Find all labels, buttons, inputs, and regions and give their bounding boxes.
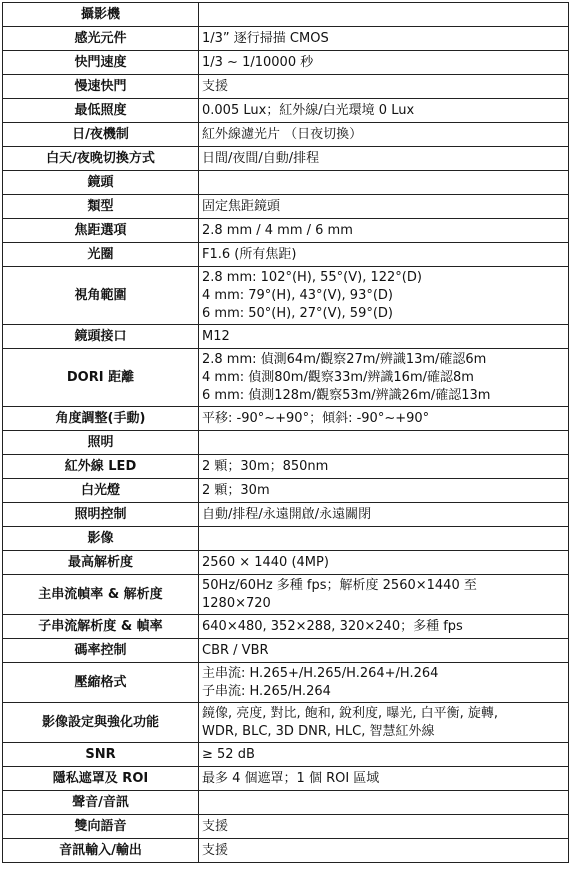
spec-value — [199, 767, 569, 791]
spec-label: 角度調整(手動) — [3, 407, 199, 431]
spec-value-line: ≥ 52 dB — [202, 746, 255, 762]
spec-value — [199, 123, 569, 147]
spec-value — [199, 51, 569, 75]
spec-row — [3, 663, 569, 703]
spec-value — [199, 407, 569, 431]
spec-row — [3, 455, 569, 479]
spec-label: 碼率控制 — [3, 639, 199, 663]
spec-value — [199, 27, 569, 51]
spec-row — [3, 219, 569, 243]
spec-value — [199, 743, 569, 767]
spec-label: 子串流解析度 & 幀率 — [3, 615, 199, 639]
spec-value-line: 1/3” 逐行掃描 CMOS — [202, 30, 329, 46]
spec-row — [3, 243, 569, 267]
spec-value — [199, 479, 569, 503]
spec-label: 鏡頭接口 — [3, 325, 199, 349]
section-title: 攝影機 — [3, 3, 199, 27]
spec-row — [3, 839, 569, 863]
section-header-row — [3, 527, 569, 551]
spec-value — [199, 147, 569, 171]
spec-table-body — [3, 3, 569, 863]
spec-value — [199, 75, 569, 99]
spec-value-line: 2 顆；30m；850nm — [202, 458, 329, 474]
spec-row — [3, 767, 569, 791]
spec-value-line: 2560 × 1440 (4MP) — [202, 554, 329, 570]
spec-value — [199, 527, 569, 551]
spec-value-line: 支援 — [202, 842, 229, 858]
section-title: 影像 — [3, 527, 199, 551]
spec-value-line: F1.6 (所有焦距) — [202, 246, 297, 262]
spec-row — [3, 615, 569, 639]
spec-label: 壓縮格式 — [3, 663, 199, 703]
spec-row — [3, 503, 569, 527]
spec-label: 日/夜機制 — [3, 123, 199, 147]
spec-row — [3, 325, 569, 349]
spec-value-line: 鏡像, 亮度, 對比, 飽和, 銳利度, 曝光, 白平衡, 旋轉, — [202, 705, 498, 721]
spec-value-line: CBR / VBR — [202, 642, 269, 658]
spec-value — [199, 791, 569, 815]
spec-value-line: WDR, BLC, 3D DNR, HLC, 智慧紅外線 — [202, 723, 435, 739]
spec-label: 最低照度 — [3, 99, 199, 123]
spec-value-line: M12 — [202, 328, 230, 344]
spec-table — [2, 2, 569, 863]
spec-value — [199, 431, 569, 455]
spec-row — [3, 51, 569, 75]
spec-row — [3, 27, 569, 51]
spec-value-line: 50Hz/60Hz 多種 fps；解析度 2560×1440 至 — [202, 577, 477, 593]
spec-label: 照明控制 — [3, 503, 199, 527]
section-title: 照明 — [3, 431, 199, 455]
spec-label: 類型 — [3, 195, 199, 219]
spec-label: 主串流幀率 & 解析度 — [3, 575, 199, 615]
spec-label: 光圈 — [3, 243, 199, 267]
spec-row — [3, 703, 569, 743]
spec-value-line: 2.8 mm: 偵測64m/觀察27m/辨識13m/確認6m — [202, 351, 487, 367]
spec-value — [199, 503, 569, 527]
spec-label: 音訊輸入/輸出 — [3, 839, 199, 863]
spec-label: 白光燈 — [3, 479, 199, 503]
section-header-row — [3, 171, 569, 195]
spec-label: SNR — [3, 743, 199, 767]
spec-value-line: 2.8 mm / 4 mm / 6 mm — [202, 222, 353, 238]
spec-row — [3, 639, 569, 663]
spec-row — [3, 147, 569, 171]
spec-value — [199, 815, 569, 839]
spec-value — [199, 99, 569, 123]
spec-value — [199, 3, 569, 27]
spec-value — [199, 703, 569, 743]
spec-label: 慢速快門 — [3, 75, 199, 99]
spec-value-line: 最多 4 個遮罩；1 個 ROI 區域 — [202, 770, 380, 786]
spec-row — [3, 349, 569, 407]
spec-label: 快門速度 — [3, 51, 199, 75]
spec-value-line: 6 mm: 偵測128m/觀察53m/辨識26m/確認13m — [202, 387, 491, 403]
spec-label: 影像設定與強化功能 — [3, 703, 199, 743]
spec-value-line: 4 mm: 偵測80m/觀察33m/辨識16m/確認8m — [202, 369, 474, 385]
spec-value-line: 0.005 Lux；紅外線/白光環境 0 Lux — [202, 102, 415, 118]
spec-value-line: 1280×720 — [202, 595, 271, 611]
spec-label: 隱私遮罩及 ROI — [3, 767, 199, 791]
spec-value — [199, 839, 569, 863]
spec-label: DORI 距離 — [3, 349, 199, 407]
spec-value — [199, 615, 569, 639]
spec-row — [3, 267, 569, 325]
spec-value-line: 1/3 ~ 1/10000 秒 — [202, 54, 314, 70]
spec-value — [199, 455, 569, 479]
spec-label: 紅外線 LED — [3, 455, 199, 479]
spec-row — [3, 195, 569, 219]
section-header-row — [3, 3, 569, 27]
spec-value-line: 2 顆；30m — [202, 482, 270, 498]
spec-value-line: 支援 — [202, 818, 229, 834]
spec-value-line: 2.8 mm: 102°(H), 55°(V), 122°(D) — [202, 269, 422, 285]
spec-value — [199, 267, 569, 325]
spec-value — [199, 349, 569, 407]
spec-value-line: 紅外線濾光片 （日夜切換） — [202, 126, 363, 142]
spec-label: 視角範圍 — [3, 267, 199, 325]
spec-row — [3, 551, 569, 575]
section-header-row — [3, 791, 569, 815]
spec-row — [3, 479, 569, 503]
spec-label: 白天/夜晚切換方式 — [3, 147, 199, 171]
section-title: 聲音/音訊 — [3, 791, 199, 815]
spec-value-line: 支援 — [202, 78, 229, 94]
spec-row — [3, 99, 569, 123]
spec-value-line: 平移: -90°~+90°；傾斜: -90°~+90° — [202, 410, 430, 426]
spec-value — [199, 663, 569, 703]
section-header-row — [3, 431, 569, 455]
spec-value-line: 固定焦距鏡頭 — [202, 198, 281, 214]
spec-value-line: 子串流: H.265/H.264 — [202, 683, 331, 699]
spec-value — [199, 325, 569, 349]
spec-row — [3, 75, 569, 99]
section-title: 鏡頭 — [3, 171, 199, 195]
spec-value — [199, 575, 569, 615]
spec-label: 感光元件 — [3, 27, 199, 51]
spec-label: 焦距選項 — [3, 219, 199, 243]
spec-value-line: 主串流: H.265+/H.265/H.264+/H.264 — [202, 665, 439, 681]
spec-label: 雙向語音 — [3, 815, 199, 839]
spec-value — [199, 219, 569, 243]
spec-value — [199, 171, 569, 195]
spec-row — [3, 815, 569, 839]
spec-value-line: 4 mm: 79°(H), 43°(V), 93°(D) — [202, 287, 394, 303]
spec-row — [3, 743, 569, 767]
spec-value — [199, 639, 569, 663]
spec-row — [3, 123, 569, 147]
spec-value-line: 自動/排程/永遠開啟/永遠關閉 — [202, 506, 372, 522]
spec-value-line: 6 mm: 50°(H), 27°(V), 59°(D) — [202, 305, 394, 321]
spec-value — [199, 551, 569, 575]
spec-row — [3, 575, 569, 615]
spec-value-line: 日間/夜間/自動/排程 — [202, 150, 320, 166]
spec-value-line: 640×480, 352×288, 320×240；多種 fps — [202, 618, 463, 634]
spec-value — [199, 243, 569, 267]
spec-row — [3, 407, 569, 431]
spec-label: 最高解析度 — [3, 551, 199, 575]
spec-value — [199, 195, 569, 219]
